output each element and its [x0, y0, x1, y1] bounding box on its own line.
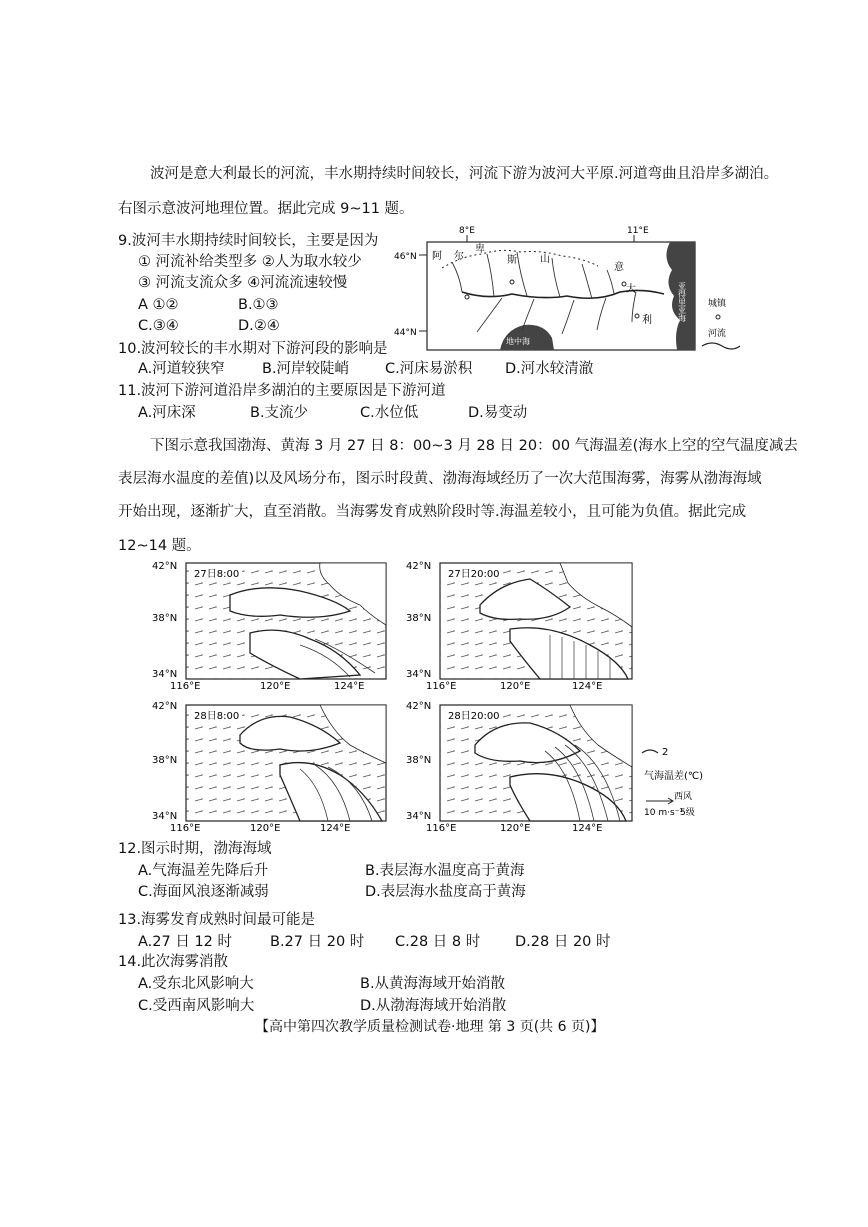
p3-lat-34: 34°N — [152, 811, 178, 822]
q13-option-a: A.27 日 12 时 — [138, 934, 233, 950]
p2-lat-38: 38°N — [406, 613, 432, 624]
river-legend-icon — [702, 343, 740, 349]
q14-stem: 14.此次海雾消散 — [118, 954, 229, 970]
q12-option-a: A.气海温差先降后升 — [138, 863, 269, 879]
p4-lat-38: 38°N — [406, 755, 432, 766]
q10-option-d: D.河水较清澈 — [505, 361, 594, 377]
q13-option-b: B.27 日 20 时 — [270, 934, 365, 950]
map1-label-er: 尔 — [454, 251, 464, 262]
panel-28-2000 — [406, 701, 632, 833]
p2-lon-116: 116°E — [426, 681, 457, 692]
p2-lat-42: 42°N — [406, 561, 432, 572]
q9-stem: 9.波河丰水期持续时间较长，主要是因为 — [118, 233, 379, 249]
passage2-line4: 12~14 题。 — [118, 538, 201, 554]
p4-lon-124: 124°E — [572, 823, 603, 833]
passage2-line1: 下图示意我国渤海、黄海 3 月 27 日 8：00~3 月 28 日 20：00 气海温差(海水上空的空气温度减去 — [150, 438, 798, 454]
q11-option-b: B.支流少 — [250, 405, 309, 421]
q9-options-line1: ① 河流补给类型多 ②人为取水较少 — [138, 254, 362, 270]
p1-lon-116: 116°E — [170, 681, 201, 692]
legend-wind-level: 5级 — [680, 808, 695, 818]
q9-option-d: D.②④ — [238, 318, 280, 334]
passage1-line2: 右图示意波河地理位置。据此完成 9~11 题。 — [118, 201, 414, 217]
panel-28-0800 — [152, 701, 386, 833]
q12-option-c: C.海面风浪逐渐减弱 — [138, 884, 269, 900]
panel-27-0800 — [152, 561, 386, 692]
p2-lon-124: 124°E — [572, 681, 603, 692]
p4-lat-42: 42°N — [406, 701, 432, 712]
q11-option-c: C.水位低 — [360, 405, 419, 421]
p4-lon-120: 120°E — [500, 823, 531, 833]
map1-lon-11e: 11°E — [627, 226, 649, 236]
maps-legend — [642, 747, 703, 818]
mediterranean-label: 地中海 — [506, 337, 530, 346]
p3-lon-124: 124°E — [320, 823, 351, 833]
passage1-line1: 波河是意大利最长的河流，丰水期持续时间较长，河流下游为波河大平原.河道弯曲且沿岸多湖泊。 — [150, 166, 779, 182]
p1-time: 27日8:00 — [194, 569, 240, 580]
p2-time: 27日20:00 — [448, 569, 500, 580]
q11-option-a: A.河床深 — [138, 405, 196, 421]
legend-wind-dir: 西风 — [674, 792, 693, 802]
map1-lat-44n: 44°N — [394, 328, 417, 338]
map1-legend-river: 河流 — [708, 329, 727, 339]
p3-lat-38: 38°N — [152, 755, 178, 766]
legend-label: 气海温差(℃) — [644, 771, 704, 782]
q12-option-d: D.表层海水盐度高于黄海 — [365, 884, 526, 900]
p1-lat-42: 42°N — [152, 561, 178, 572]
p1-lon-120: 120°E — [260, 681, 291, 692]
map1-label-si: 斯 — [507, 255, 517, 266]
q10-stem: 10.波河较长的丰水期对下游河段的影响是 — [118, 341, 388, 357]
map1-label-li: 利 — [642, 315, 652, 326]
q11-stem: 11.波河下游河道沿岸多湖泊的主要原因是下游河道 — [118, 383, 446, 399]
q13-option-d: D.28 日 20 时 — [515, 934, 611, 950]
passage2-line2: 表层海水温度的差值)以及风场分布，图示时段黄、渤海海域经历了一次大范围海雾，海雾从渤海海域 — [118, 471, 762, 487]
p1-lat-34: 34°N — [152, 669, 178, 680]
q9-options-line2: ③ 河流支流众多 ④河流流速较慢 — [138, 275, 348, 291]
q13-stem: 13.海雾发育成熟时间最可能是 — [118, 912, 316, 928]
q14-option-b: B.从黄海海域开始消散 — [360, 976, 506, 992]
q14-option-d: D.从渤海海域开始消散 — [360, 998, 507, 1014]
adriatic-sea-label: 亚得里亚海 — [677, 282, 687, 322]
p2-lon-120: 120°E — [500, 681, 531, 692]
panel-27-2000 — [406, 561, 632, 692]
p2-lat-34: 34°N — [406, 669, 432, 680]
q9-option-b: B.①③ — [238, 297, 279, 313]
page-footer: 【高中第四次教学质量检测试卷·地理 第 3 页(共 6 页)】 — [255, 1019, 605, 1035]
legend-value: 2 — [662, 747, 669, 758]
p3-lat-42: 42°N — [152, 701, 178, 712]
p1-lon-124: 124°E — [334, 681, 365, 692]
q10-option-b: B.河岸较陡峭 — [262, 361, 350, 377]
q9-option-c: C.③④ — [138, 318, 179, 334]
p4-lon-116: 116°E — [426, 823, 457, 833]
isoline-legend-icon — [642, 750, 658, 753]
map1-label-shan: 山 — [540, 254, 550, 265]
map1-lon-8e: 8°E — [459, 226, 475, 236]
q10-option-a: A.河道较狭窄 — [138, 361, 225, 377]
q13-option-c: C.28 日 8 时 — [395, 934, 481, 950]
town-legend-icon — [716, 315, 720, 319]
map1-legend-town: 城镇 — [708, 299, 727, 309]
q11-option-d: D.易变动 — [468, 405, 528, 421]
p3-lon-120: 120°E — [250, 823, 281, 833]
p3-time: 28日8:00 — [194, 711, 240, 722]
q12-stem: 12.图示时期，渤海海域 — [118, 841, 272, 857]
map1-label-bei: 卑 — [475, 244, 485, 255]
q14-option-c: C.受西南风影响大 — [138, 998, 255, 1014]
q10-option-c: C.河床易淤积 — [385, 361, 473, 377]
passage2-line3: 开始出现，逐渐扩大，直至消散。当海雾发育成熟阶段时等.海温差较小，且可能为负值。据此完成 — [118, 504, 747, 520]
p1-lat-38: 38°N — [152, 613, 178, 624]
map1-lat-46n: 46°N — [394, 252, 417, 262]
p3-lon-116: 116°E — [170, 823, 201, 833]
map1-label-da: 大 — [626, 284, 636, 295]
q12-option-b: B.表层海水温度高于黄海 — [365, 863, 525, 879]
p4-lat-34: 34°N — [406, 811, 432, 822]
map1-label-yi: 意 — [614, 262, 624, 273]
po-river-map — [392, 222, 742, 358]
q9-option-a: A ①② — [138, 297, 179, 313]
legend-wind-speed: 10 m·s⁻¹ — [644, 808, 683, 818]
p4-time: 28日20:00 — [448, 711, 500, 722]
map1-label-a: 阿 — [432, 251, 442, 262]
sea-fog-maps — [150, 555, 710, 833]
q14-option-a: A.受东北风影响大 — [138, 976, 254, 992]
